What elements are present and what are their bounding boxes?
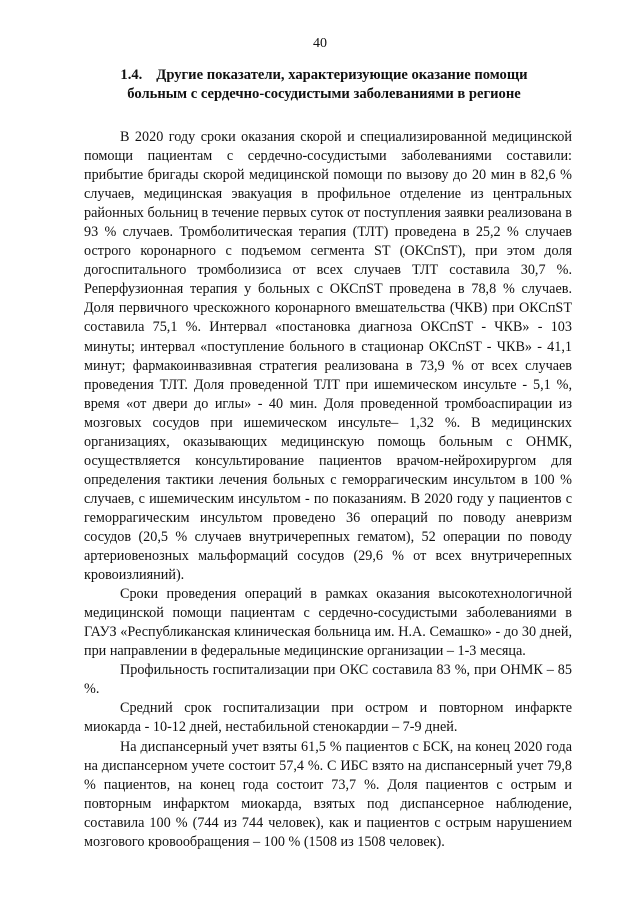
section-heading (84, 66, 564, 104)
paragraph-hospital-stay: Средний срок госпитализации при остром и повторном инфаркте миокарда - 10-12 дней, нестабильной стенокардии – 7-9 дней. (84, 700, 572, 736)
section-title-line1: Другие показатели, характеризующие оказание помощи (156, 67, 528, 83)
paragraph-dispensary-registration: На диспансерный учет взяты 61,5 % пациентов с БСК, на конец 2020 года на диспансерном учете состоит 57,4 %. С ИБС взято на диспансерный учет 79,8 % пациентов, на конец года состоит 73,7 %. Доля пациентов с острым и повторным инфарктом миокарда, взятых под диспансерное наблюдение, составила 100 % (744 из 744 человек), как и пациентов с острым нарушением мозгового кровообращения – 100 % (1508 из 1508 человек). (84, 738, 572, 850)
paragraph-hospitalization-profile: Профильность госпитализации при ОКС составила 83 %, при ОНМК – 85 %. (84, 662, 572, 698)
section-title-line2: больным с сердечно-сосудистыми заболеваниями в регионе (127, 86, 521, 102)
paragraph-high-tech-surgery: Сроки проведения операций в рамках оказания высокотехнологичной медицинской помощи пациентам с сердечно-сосудистыми заболеваниями в ГАУЗ «Республиканская клиническая больница им. Н.А. Семашко» - до 30 дней, при направлении в федеральные медицинские организации – 1-3 месяца. (84, 586, 572, 660)
paragraph-treatment-timelines: В 2020 году сроки оказания скорой и специализированной медицинской помощи пациентам с сердечно-сосудистыми заболеваниями составили: прибытие бригады скорой медицинской помощи по вызову до 20 мин в 82,6 % случаев, медицинская эвакуация в профильное отделение из центральных районных больниц в течение первых суток от поступления заявки реализована в 93 % случаев. Тромболитическая терапия (ТЛТ) проведена в 25,2 % случаев острого коронарного с подъемом сегмента ST (ОКСпST), при этом доля догоспитального тромболизиса от всех случаев ТЛТ составила 30,7 %. Реперфузионная терапия у больных с ОКСпST проведена в 78,8 % случаев. Доля первичного чрескожного коронарного вмешательства (ЧКВ) при ОКСпST составила 75,1 %. Интервал «постановка диагноза ОКСпST - ЧКВ» - 103 минуты; интервал «поступление больного в стационар ОКСпST - ЧКВ» - 41,1 минут; фармакоинвазивная стратегия реализована в 73,9 % от всех случаев проведения ТЛТ. Доля проведенной ТЛТ при ишемическом инсульте - 5,1 %, время «от двери до иглы» - 40 мин. Доля проведенной тромбоаспирации из мозговых сосудов при ишемическом инсульте– 1,32 %. В медицинских организациях, оказывающих медицинскую помощь больным с ОНМК, осуществляется консультирование пациентов врачом-нейрохирургом для определения тактики лечения больных с геморрагическим инсультом в 100 % случаев, с ишемическим инсультом - по показаниям. В 2020 году у пациентов с геморрагическим инсультом проведено 36 операций по поводу аневризм сосудов (20,5 % случаев внутричерепных гематом), 52 операции по поводу артериовенозных мальформаций сосудов (29,6 % от всех внутричерепных кровоизлияний). (84, 129, 572, 584)
section-number: 1.4. (120, 67, 143, 83)
section-heading-line1 (84, 66, 564, 85)
body-text (84, 128, 572, 852)
page-number: 40 (313, 36, 327, 51)
